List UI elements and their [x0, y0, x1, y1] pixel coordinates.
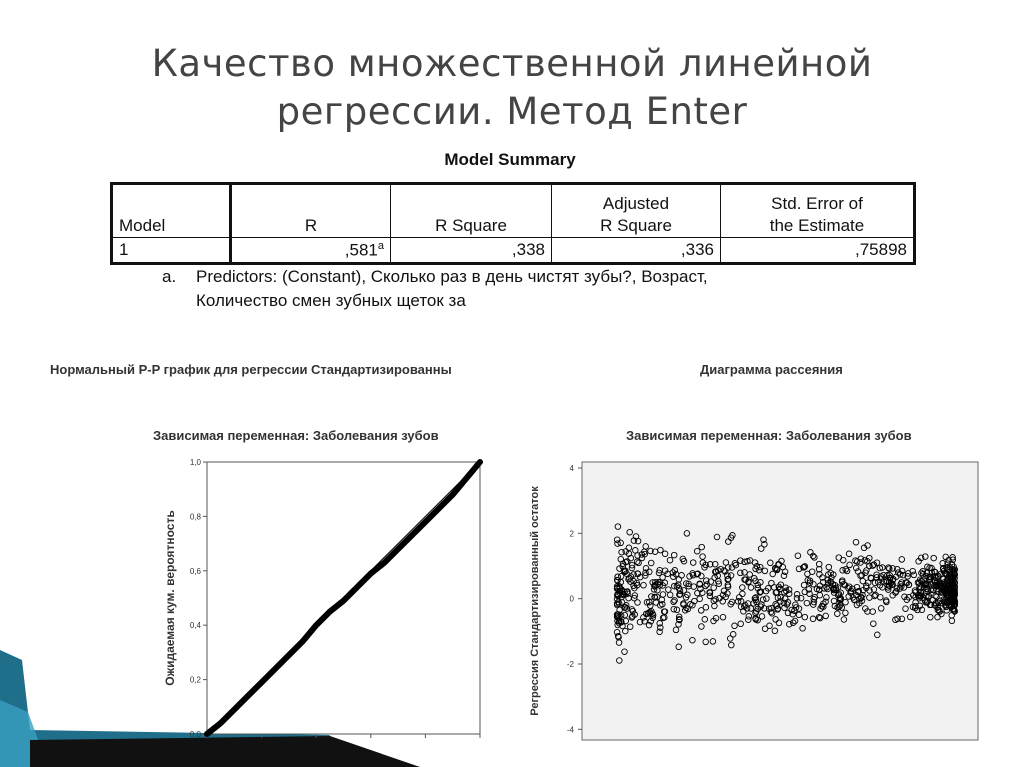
column-header-model [112, 184, 231, 238]
column-header-line2: R [304, 216, 318, 235]
scatter-y-tick-label: 0 [569, 594, 574, 604]
scatter-y-tick-label: -2 [566, 659, 574, 669]
table-header-row [112, 184, 915, 238]
pp-chart [150, 452, 490, 742]
cell-std-error: ,75898 [721, 238, 915, 264]
scatter-chart-title: Диаграмма рассеяния [700, 362, 843, 377]
model-summary-caption: Model Summary [444, 150, 576, 169]
pp-y-tick-label: 0,6 [189, 566, 201, 576]
scatter-y-axis-label: Регрессия Стандартизированный остаток [529, 486, 541, 716]
pp-chart-title: Нормальный P-P график для регрессии Стандартизированны [50, 362, 452, 377]
column-header-line2: the Estimate [769, 216, 865, 235]
column-header-line1: Adjusted [602, 194, 670, 213]
scatter-y-tick-label: 4 [569, 464, 574, 473]
footnote-text: Predictors: (Constant), Сколько раз в день чистят зубы?, Возраст, Количество смен зубных щеток за [196, 267, 708, 310]
pp-y-tick-label: 0,0 [189, 730, 201, 739]
slide-title-line2: регрессии. Метод Enter [276, 90, 748, 133]
scatter-y-tick-label: -4 [566, 725, 574, 735]
scatter-y-tick-label: 2 [569, 529, 574, 539]
slide-title [0, 40, 1024, 136]
cell-model: 1 [112, 238, 231, 264]
cell-r [231, 238, 391, 264]
footnote-label: a. [162, 267, 177, 286]
pp-y-tick-label: 0,4 [189, 621, 201, 631]
column-header-line2: R Square [600, 216, 672, 235]
scatter-chart-subtitle: Зависимая переменная: Заболевания зубов [626, 428, 912, 443]
table-row [112, 238, 915, 264]
pp-y-axis-label: Ожидаемая кум. вероятность [163, 510, 177, 686]
cell-r-value: ,581 [344, 240, 378, 260]
cell-adj-r-square: ,336 [552, 238, 721, 264]
pp-chart-subtitle: Зависимая переменная: Заболевания зубов [153, 428, 439, 443]
column-header-line2: Model [119, 216, 166, 235]
column-header-line1: Std. Error of [771, 194, 863, 213]
column-header-r [231, 184, 391, 238]
pp-y-tick-label: 1,0 [189, 458, 201, 467]
column-header-line2: R Square [435, 216, 507, 235]
slide-title-line1: Качество множественной линейной [151, 42, 873, 85]
cell-r-footnote-mark: a [377, 239, 384, 252]
scatter-chart [520, 452, 990, 742]
cell-r-square: ,338 [391, 238, 552, 264]
column-header-r-square [391, 184, 552, 238]
pp-y-tick-label: 0,2 [189, 675, 201, 685]
pp-y-tick-label: 0,8 [189, 512, 201, 522]
column-header-std-error [721, 184, 915, 238]
column-header-adjusted-r-square [552, 184, 721, 238]
model-summary-table [110, 182, 916, 265]
